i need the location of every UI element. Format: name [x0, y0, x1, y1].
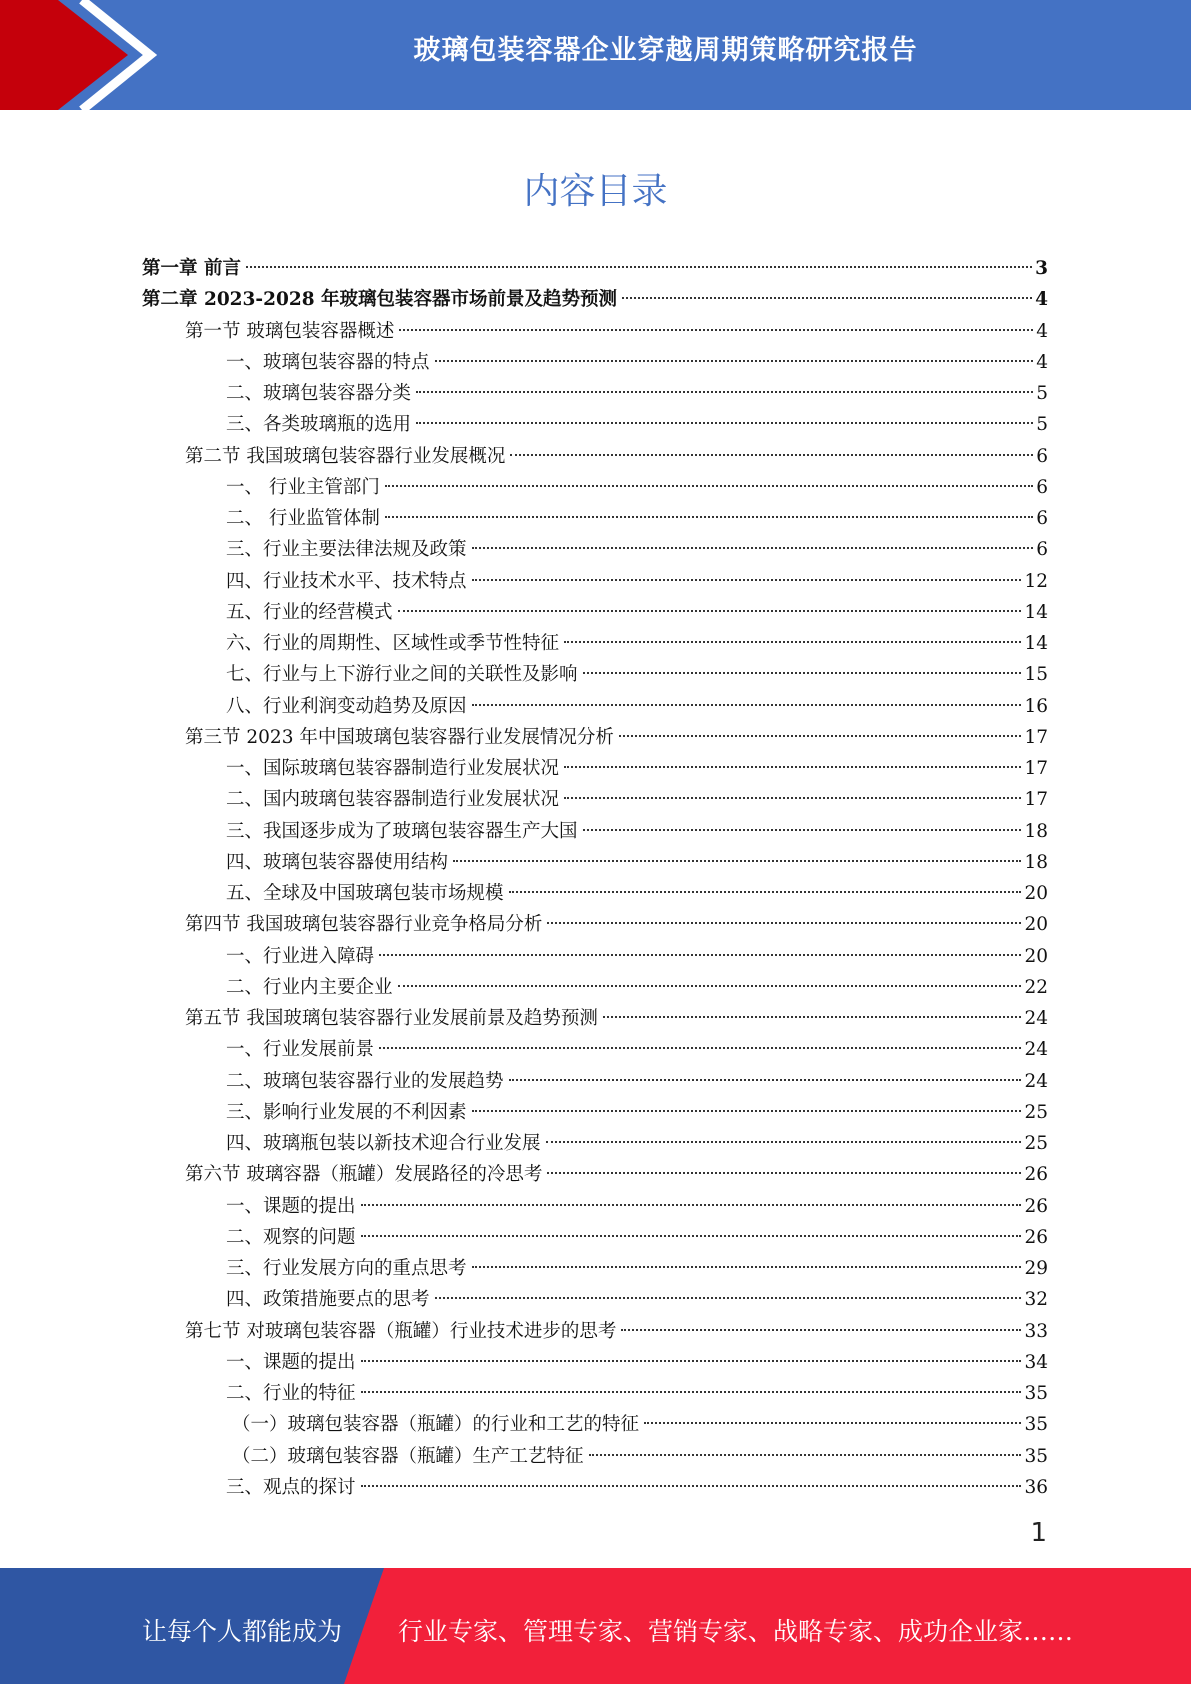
dot-leader	[564, 766, 1021, 768]
toc-entry-text: 一、国际玻璃包装容器制造行业发展状况	[226, 758, 560, 779]
dot-leader	[435, 1297, 1022, 1299]
dot-leader	[472, 1110, 1022, 1112]
toc-entry[interactable]	[142, 316, 1048, 347]
toc-entry-text: 第一节 玻璃包装容器概述	[185, 320, 395, 342]
toc-entry-text: 五、行业的经营模式	[226, 601, 393, 623]
toc-entry-page: 24	[1024, 1008, 1048, 1029]
toc-entry[interactable]	[142, 1034, 1048, 1065]
toc-entry-page: 24	[1024, 1039, 1048, 1061]
toc-entry-text: 四、玻璃包装容器使用结构	[226, 851, 449, 873]
toc-entry-page: 20	[1024, 914, 1048, 936]
toc-entry-page: 26	[1024, 1195, 1048, 1217]
toc-entry[interactable]	[142, 972, 1048, 1003]
toc-entry-page: 6	[1036, 508, 1048, 529]
dot-leader	[472, 547, 1034, 549]
dot-leader	[583, 672, 1022, 674]
dot-leader	[385, 485, 1033, 487]
toc-entry-page: 26	[1024, 1164, 1048, 1186]
toc-entry-page: 17	[1024, 726, 1048, 748]
toc-entry-page: 35	[1024, 1414, 1048, 1436]
toc-entry[interactable]	[142, 784, 1048, 815]
toc-entry-text: 四、玻璃瓶包装以新技术迎合行业发展	[226, 1133, 541, 1154]
toc-entry-page: 29	[1024, 1258, 1048, 1279]
toc-entry[interactable]	[142, 1128, 1048, 1159]
toc-entry[interactable]	[142, 1347, 1048, 1378]
dot-leader	[619, 735, 1022, 737]
dot-leader	[644, 1422, 1021, 1424]
dot-leader	[583, 829, 1022, 831]
toc-entry-page: 20	[1024, 945, 1048, 967]
dot-leader	[453, 860, 1021, 862]
toc-entry-page: 35	[1024, 1383, 1048, 1404]
toc-entry-text: （二）玻璃包装容器（瓶罐）生产工艺特征	[232, 1445, 584, 1467]
dot-leader	[361, 1391, 1022, 1393]
dot-leader	[510, 454, 1033, 456]
toc-entry-page: 6	[1036, 476, 1048, 498]
dot-leader	[509, 1079, 1022, 1081]
dot-leader	[472, 579, 1022, 581]
toc-entry[interactable]	[142, 941, 1048, 972]
dot-leader	[546, 1141, 1022, 1143]
toc-entry-page: 36	[1024, 1476, 1048, 1498]
toc-entry-page: 4	[1036, 320, 1048, 342]
toc-entry-page: 25	[1024, 1101, 1048, 1123]
toc-entry-text: 一、课题的提出	[226, 1351, 356, 1373]
toc-entry[interactable]	[142, 1066, 1048, 1097]
toc-entry-page: 5	[1036, 383, 1048, 404]
dot-leader	[589, 1454, 1022, 1456]
dot-leader	[361, 1235, 1022, 1237]
dot-leader	[435, 360, 1034, 362]
toc-entry-text: 五、全球及中国玻璃包装市场规模	[226, 883, 504, 904]
toc-entry[interactable]	[142, 1159, 1048, 1190]
toc-entry-text: 一、玻璃包装容器的特点	[226, 351, 430, 373]
toc-entry[interactable]	[142, 253, 1048, 284]
toc-entry[interactable]	[142, 1097, 1048, 1128]
dot-leader	[385, 516, 1033, 518]
toc-entry[interactable]	[142, 1253, 1048, 1284]
toc-entry-page: 4	[1036, 351, 1048, 373]
toc-entry[interactable]	[142, 472, 1048, 503]
toc-entry-text: 一、课题的提出	[226, 1195, 356, 1217]
dot-leader	[622, 297, 1032, 299]
toc-entry-text: 第二节 我国玻璃包装容器行业发展概况	[185, 445, 506, 467]
toc-entry-text: 第五节 我国玻璃包装容器行业发展前景及趋势预测	[185, 1008, 598, 1029]
toc-entry-text: 二、观察的问题	[226, 1226, 356, 1248]
dot-leader	[361, 1204, 1022, 1206]
dot-leader	[398, 610, 1022, 612]
toc-entry-page: 33	[1024, 1320, 1048, 1342]
toc-entry[interactable]	[142, 659, 1048, 690]
dot-leader	[547, 922, 1021, 924]
toc-entry[interactable]	[142, 1316, 1048, 1347]
page-footer	[0, 1568, 1191, 1684]
toc-entry-page: 16	[1024, 695, 1048, 717]
toc-entry[interactable]	[142, 1378, 1048, 1409]
toc-entry-text: 二、玻璃包装容器行业的发展趋势	[226, 1070, 504, 1092]
toc-heading: 内容目录	[523, 171, 668, 212]
toc-entry[interactable]	[142, 347, 1048, 378]
dot-leader	[416, 422, 1033, 424]
footer-slogan-right: 行业专家、管理专家、营销专家、战略专家、成功企业家……	[398, 1617, 1074, 1646]
toc-entry-text: 二、 行业监管体制	[226, 508, 380, 529]
toc-entry-text: 一、行业进入障碍	[226, 945, 375, 967]
toc-entry-page: 12	[1024, 570, 1048, 592]
dot-leader	[621, 1329, 1021, 1331]
toc-entry-text: （一）玻璃包装容器（瓶罐）的行业和工艺的特征	[232, 1414, 640, 1436]
toc-entry-text: 二、玻璃包装容器分类	[226, 383, 412, 404]
toc-entry[interactable]	[142, 284, 1048, 315]
toc-entry-text: 三、行业发展方向的重点思考	[226, 1258, 467, 1279]
toc-entry-page: 35	[1024, 1445, 1048, 1467]
toc-entry-page: 17	[1024, 789, 1048, 811]
toc-entry-text: 七、行业与上下游行业之间的关联性及影响	[226, 664, 578, 686]
toc-entry-text: 第一章 前言	[142, 258, 241, 279]
toc-entry[interactable]	[142, 1409, 1048, 1440]
toc-entry-text: 第二章 2023-2028 年玻璃包装容器市场前景及趋势预测	[142, 289, 618, 311]
toc-entry-text: 八、行业利润变动趋势及原因	[226, 695, 467, 717]
toc-entry-text: 第四节 我国玻璃包装容器行业竞争格局分析	[185, 914, 543, 936]
toc-entry-page: 17	[1024, 758, 1048, 779]
toc-entry-page: 18	[1024, 851, 1048, 873]
toc-entry[interactable]	[142, 441, 1048, 472]
dot-leader	[361, 1360, 1022, 1362]
dot-leader	[564, 641, 1021, 643]
dot-leader	[379, 954, 1021, 956]
dot-leader	[246, 266, 1032, 268]
toc-entry-page: 5	[1036, 414, 1048, 436]
dot-leader	[361, 1485, 1022, 1487]
toc-entry[interactable]	[142, 1441, 1048, 1472]
dot-leader	[564, 797, 1021, 799]
dot-leader	[603, 1016, 1022, 1018]
toc-entry-text: 四、政策措施要点的思考	[226, 1289, 430, 1311]
page-header	[0, 0, 1191, 110]
dot-leader	[398, 985, 1022, 987]
toc-entry-text: 三、各类玻璃瓶的选用	[226, 414, 412, 436]
toc-entry[interactable]	[142, 1472, 1048, 1503]
dot-leader	[509, 891, 1022, 893]
toc-entry[interactable]	[142, 909, 1048, 940]
toc-entry-text: 二、国内玻璃包装容器制造行业发展状况	[226, 789, 560, 811]
toc-entry[interactable]	[142, 878, 1048, 909]
toc-entry-page: 34	[1024, 1351, 1048, 1373]
dot-leader	[547, 1172, 1021, 1174]
toc-entry-page: 20	[1024, 883, 1048, 904]
dot-leader	[472, 704, 1022, 706]
toc-entry-page: 25	[1024, 1133, 1048, 1154]
toc-entry[interactable]	[142, 1222, 1048, 1253]
toc-entry-text: 第七节 对玻璃包装容器（瓶罐）行业技术进步的思考	[185, 1320, 617, 1342]
toc-entry-page: 6	[1036, 445, 1048, 467]
toc-entry-text: 一、行业发展前景	[226, 1039, 375, 1061]
toc-entry[interactable]	[142, 847, 1048, 878]
toc-entry-text: 第六节 玻璃容器（瓶罐）发展路径的冷思考	[185, 1164, 543, 1186]
toc-entry[interactable]	[142, 597, 1048, 628]
toc-entry-page: 14	[1024, 633, 1048, 654]
toc-entry-text: 三、影响行业发展的不利因素	[226, 1101, 467, 1123]
toc-entry[interactable]	[142, 1284, 1048, 1315]
toc-entry-text: 三、我国逐步成为了玻璃包装容器生产大国	[226, 820, 578, 842]
toc-entry-page: 22	[1024, 976, 1048, 998]
toc-entry[interactable]	[142, 1191, 1048, 1222]
toc-entry[interactable]	[142, 378, 1048, 409]
toc-entry-page: 14	[1024, 601, 1048, 623]
toc-entry-page: 24	[1024, 1070, 1048, 1092]
toc-entry-text: 二、行业内主要企业	[226, 976, 393, 998]
toc-entry[interactable]	[142, 753, 1048, 784]
toc-entry-text: 四、行业技术水平、技术特点	[226, 570, 467, 592]
toc-entry[interactable]	[142, 534, 1048, 565]
toc-entry-page: 32	[1024, 1289, 1048, 1311]
toc-entry-text: 一、 行业主管部门	[226, 476, 380, 498]
toc-entry[interactable]	[142, 409, 1048, 440]
toc-entry[interactable]	[142, 691, 1048, 722]
dot-leader	[399, 329, 1033, 331]
toc-entry-page: 26	[1024, 1226, 1048, 1248]
report-title: 玻璃包装容器企业穿越周期策略研究报告	[413, 35, 918, 66]
toc-entry[interactable]	[142, 722, 1048, 753]
dot-leader	[416, 391, 1033, 393]
toc-entry-page: 4	[1035, 289, 1048, 311]
toc-entry-text: 三、行业主要法律法规及政策	[226, 539, 467, 561]
toc-entry-page: 3	[1035, 258, 1048, 279]
dot-leader	[472, 1266, 1022, 1268]
footer-slogan-left: 让每个人都能成为	[142, 1617, 343, 1646]
toc-entry[interactable]	[142, 566, 1048, 597]
toc-entry[interactable]	[142, 503, 1048, 534]
toc-entry[interactable]	[142, 816, 1048, 847]
toc-entry-text: 六、行业的周期性、区域性或季节性特征	[226, 633, 560, 654]
toc-entry[interactable]	[142, 628, 1048, 659]
toc-entry-page: 18	[1024, 820, 1048, 842]
page-number: 1	[1030, 1518, 1047, 1548]
toc-entry-text: 二、行业的特征	[226, 1383, 356, 1404]
toc-entry[interactable]	[142, 1003, 1048, 1034]
toc-entry-text: 三、观点的探讨	[226, 1476, 356, 1498]
table-of-contents	[142, 253, 1048, 1503]
toc-entry-text: 第三节 2023 年中国玻璃包装容器行业发展情况分析	[185, 726, 614, 748]
dot-leader	[379, 1047, 1021, 1049]
toc-entry-page: 15	[1024, 664, 1048, 686]
toc-entry-page: 6	[1036, 539, 1048, 561]
